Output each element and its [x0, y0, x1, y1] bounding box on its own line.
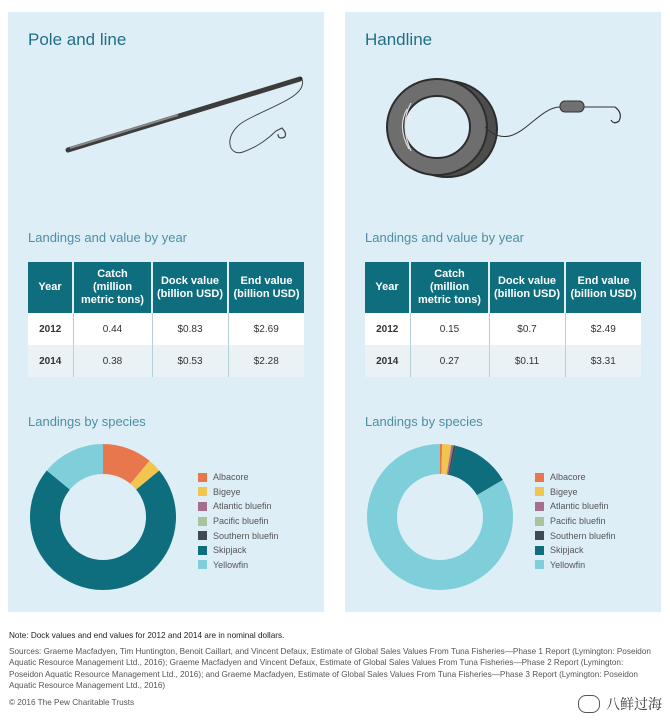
legend-item-atlantic-bluefin	[535, 499, 616, 514]
legend-item-bigeye	[198, 485, 279, 500]
cell-dock-value: $0.83	[152, 313, 228, 345]
species-title: Landings by species	[28, 414, 146, 429]
cell-year: 2012	[28, 313, 73, 345]
cell-end-value: $3.31	[565, 345, 641, 377]
legend-item-southern-bluefin	[198, 528, 279, 543]
table-row	[365, 345, 641, 377]
slice-skipjack	[30, 470, 176, 590]
legend	[535, 470, 616, 572]
cell-dock-value: $0.11	[489, 345, 565, 377]
donut-chart-pole-and-line	[28, 442, 178, 592]
legend-item-albacore	[535, 470, 616, 485]
cell-end-value: $2.69	[228, 313, 304, 345]
footer-note: Note: Dock values and end values for 2012 and 2014 are in nominal dollars.	[9, 631, 285, 640]
cell-end-value: $2.28	[228, 345, 304, 377]
legend-swatch	[198, 546, 207, 555]
table-title: Landings and value by year	[28, 230, 188, 245]
legend-label: Atlantic bluefin	[213, 501, 272, 512]
table-title: Landings and value by year	[365, 230, 525, 245]
footer-sources: Sources: Graeme Macfadyen, Tim Huntington, Benoit Caillart, and Vincent Defaux, Estimate of Global Sales Values From Tuna Fisheries—Phase 1 Report (Lymington: Poseidon Aquatic Resource Management Ltd., 2016); Graeme Macfadyen and Vincent Defaux, Estimate of Global Sales Values From Tuna Fisheries—Phase 2 Report (Lymington: Poseidon Aquatic Resource Management Ltd., 2016); and Graeme Macfadyen, Estimate of Global Sales Values From Tuna Fisheries—Phase 3 Report (Lymington: Poseidon Aquatic Resource Management Ltd., 2016)	[9, 646, 651, 691]
handline-reel-illustration	[345, 67, 661, 217]
legend-swatch	[535, 560, 544, 569]
cell-dock-value: $0.53	[152, 345, 228, 377]
panel-title: Handline	[365, 30, 433, 49]
legend-swatch	[198, 531, 207, 540]
table-row	[28, 345, 304, 377]
legend-swatch	[535, 531, 544, 540]
cell-year: 2014	[365, 345, 410, 377]
legend-swatch	[535, 502, 544, 511]
header-year: Year	[28, 262, 73, 313]
legend-label: Bigeye	[550, 486, 578, 497]
legend-label: Albacore	[550, 472, 586, 483]
header-end-value: End value (billion USD)	[228, 262, 304, 313]
legend-label: Southern bluefin	[213, 530, 279, 541]
watermark	[578, 694, 662, 714]
cell-catch: 0.38	[73, 345, 152, 377]
header-catch: Catch (million metric tons)	[410, 262, 489, 313]
legend-swatch	[198, 560, 207, 569]
fishing-pole-illustration	[8, 67, 324, 217]
legend-label: Albacore	[213, 472, 249, 483]
cell-catch: 0.15	[410, 313, 489, 345]
legend-label: Yellowfin	[550, 559, 586, 570]
header-catch: Catch (million metric tons)	[73, 262, 152, 313]
legend-label: Pacific bluefin	[550, 516, 606, 527]
legend-swatch	[535, 546, 544, 555]
legend-label: Skipjack	[550, 545, 584, 556]
legend-swatch	[198, 473, 207, 482]
legend-label: Southern bluefin	[550, 530, 616, 541]
panel-handline	[345, 12, 661, 612]
legend-swatch	[535, 487, 544, 496]
footer	[9, 630, 654, 709]
header-year: Year	[365, 262, 410, 313]
legend	[198, 470, 279, 572]
panel-pole-and-line	[8, 12, 324, 612]
cell-end-value: $2.49	[565, 313, 641, 345]
legend-item-bigeye	[535, 485, 616, 500]
legend-label: Skipjack	[213, 545, 247, 556]
cell-year: 2012	[365, 313, 410, 345]
species-title: Landings by species	[365, 414, 483, 429]
legend-item-skipjack	[198, 543, 279, 558]
legend-item-pacific-bluefin	[535, 514, 616, 529]
legend-swatch	[535, 517, 544, 526]
legend-swatch	[198, 517, 207, 526]
cell-catch: 0.44	[73, 313, 152, 345]
header-dock-value: Dock value (billion USD)	[152, 262, 228, 313]
cell-dock-value: $0.7	[489, 313, 565, 345]
legend-item-yellowfin	[198, 558, 279, 573]
landings-value-table	[28, 262, 304, 377]
legend-label: Yellowfin	[213, 559, 249, 570]
legend-swatch	[198, 502, 207, 511]
table-row	[365, 313, 641, 345]
header-dock-value: Dock value (billion USD)	[489, 262, 565, 313]
legend-swatch	[198, 487, 207, 496]
legend-item-atlantic-bluefin	[198, 499, 279, 514]
header-end-value: End value (billion USD)	[565, 262, 641, 313]
legend-item-southern-bluefin	[535, 528, 616, 543]
footer-copyright: © 2016 The Pew Charitable Trusts	[9, 697, 135, 707]
donut-chart-handline	[365, 442, 515, 592]
landings-value-table	[365, 262, 641, 377]
cell-catch: 0.27	[410, 345, 489, 377]
legend-label: Atlantic bluefin	[550, 501, 609, 512]
legend-item-pacific-bluefin	[198, 514, 279, 529]
chat-bubble-icon	[578, 695, 600, 713]
cell-year: 2014	[28, 345, 73, 377]
table-row	[28, 313, 304, 345]
legend-item-skipjack	[535, 543, 616, 558]
legend-item-albacore	[198, 470, 279, 485]
panel-title: Pole and line	[28, 30, 127, 49]
legend-label: Pacific bluefin	[213, 516, 269, 527]
legend-swatch	[535, 473, 544, 482]
legend-item-yellowfin	[535, 558, 616, 573]
watermark-text: 八鲜过海	[606, 696, 662, 712]
legend-label: Bigeye	[213, 486, 241, 497]
